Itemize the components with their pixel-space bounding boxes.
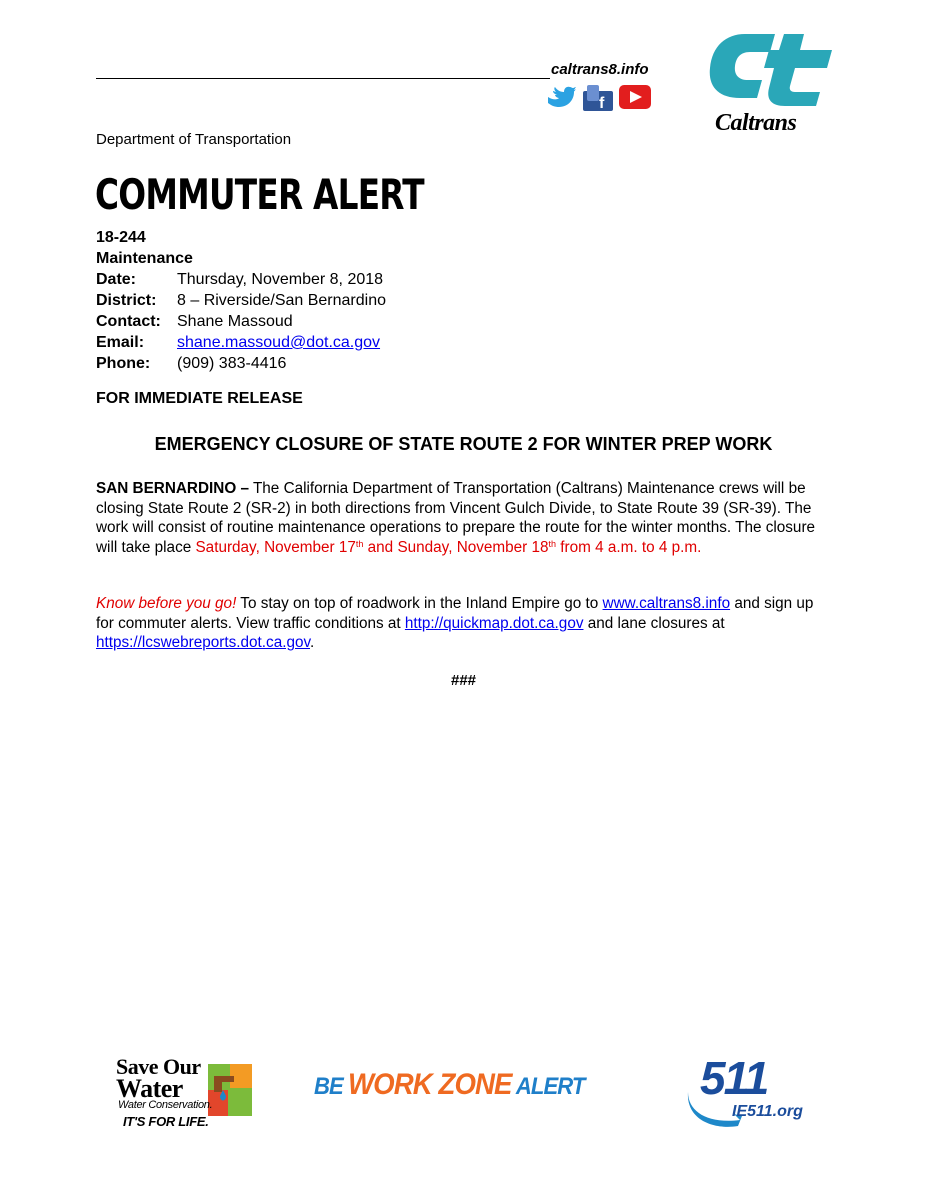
date-value: Thursday, November 8, 2018 [177,271,384,288]
meta-district [96,290,386,311]
department-name: Department of Transportation [96,131,292,148]
release-category: Maintenance [96,250,193,267]
closure-dates [195,539,701,556]
work-zone-alert: ALERT [511,1073,585,1100]
body1-text: The California Department of Transportation (Caltrans) Maintenance crews will be closing State Route 2 (SR-2) in both directions from Vincent Gulch Divide, to State Route 39 (SR-39). The work will consist of routine maintenance operations to prepare the route for the winter months. The closure will take place [96,480,816,556]
district-label: District: [96,292,157,309]
date-label: Date: [96,271,137,288]
save-water-slogan: IT'S FOR LIFE. [123,1114,209,1129]
release-note: FOR IMMEDIATE RELEASE [96,390,303,407]
ie511-number: 511 [700,1052,768,1104]
phone-label: Phone: [96,355,151,372]
caltrans-wordmark: Caltrans [715,110,797,136]
body2-text-3: and lane closures at [583,614,725,632]
closure-date-1: Saturday, November 17 [195,538,356,556]
body2-text-4: . [309,634,315,651]
link-quickmap[interactable]: http://quickmap.dot.ca.gov [404,614,584,632]
body2-text-2: and sign up for commuter alerts. View traffic conditions at [96,595,814,632]
save-water-tagline: Water Conservation. [118,1099,213,1111]
body2-text-1: To stay on top of roadwork in the Inland Empire go to [236,595,603,612]
meta-date [96,269,386,290]
ie511-site[interactable]: IE511.org [732,1103,803,1120]
social-icons [545,82,655,112]
header-rule [96,78,550,79]
meta-email [96,332,386,353]
end-mark: ### [450,672,477,689]
website-label[interactable]: caltrans8.info [551,61,649,78]
release-meta [96,227,386,374]
email-link[interactable]: shane.massoud@dot.ca.gov [177,334,381,351]
ordinal-1: th [355,538,364,549]
dateline: SAN BERNARDINO – [96,480,249,497]
work-zone-be: BE [314,1073,349,1100]
release-number: 18-244 [96,229,146,246]
body-paragraph-1 [96,479,816,557]
closure-date-2: and Sunday, November 18 [363,538,549,556]
twitter-icon[interactable] [548,87,576,107]
contact-label: Contact: [96,313,161,330]
closure-time: from 4 a.m. to 4 p.m. [556,538,702,556]
ordinal-2: th [548,538,557,549]
save-water-icon [206,1062,256,1122]
phone-value: (909) 383-4416 [177,355,287,372]
headline: EMERGENCY CLOSURE OF STATE ROUTE 2 FOR WINTER PREP WORK [154,434,773,454]
district-value: 8 – Riverside/San Bernardino [177,292,387,309]
contact-value: Shane Massoud [177,313,293,330]
youtube-icon[interactable] [619,85,651,109]
facebook-icon[interactable] [583,85,613,112]
work-zone-main: WORK ZONE [348,1068,512,1101]
body-paragraph-2 [96,594,816,653]
meta-phone [96,353,386,374]
link-caltrans8[interactable]: www.caltrans8.info [602,595,731,612]
meta-contact [96,311,386,332]
lead-phrase: Know before you go! [96,595,237,612]
page-title: COMMUTER ALERT [95,170,424,219]
work-zone-logo [314,1068,584,1102]
save-water-heading [116,1054,201,1103]
save-water-line-2: Water [116,1074,183,1103]
email-label: Email: [96,334,145,351]
save-water-line-1: Save Our [116,1054,201,1079]
link-lcswebreports[interactable]: https://lcswebreports.dot.ca.gov [96,634,310,651]
svg-text:f: f [599,95,605,112]
